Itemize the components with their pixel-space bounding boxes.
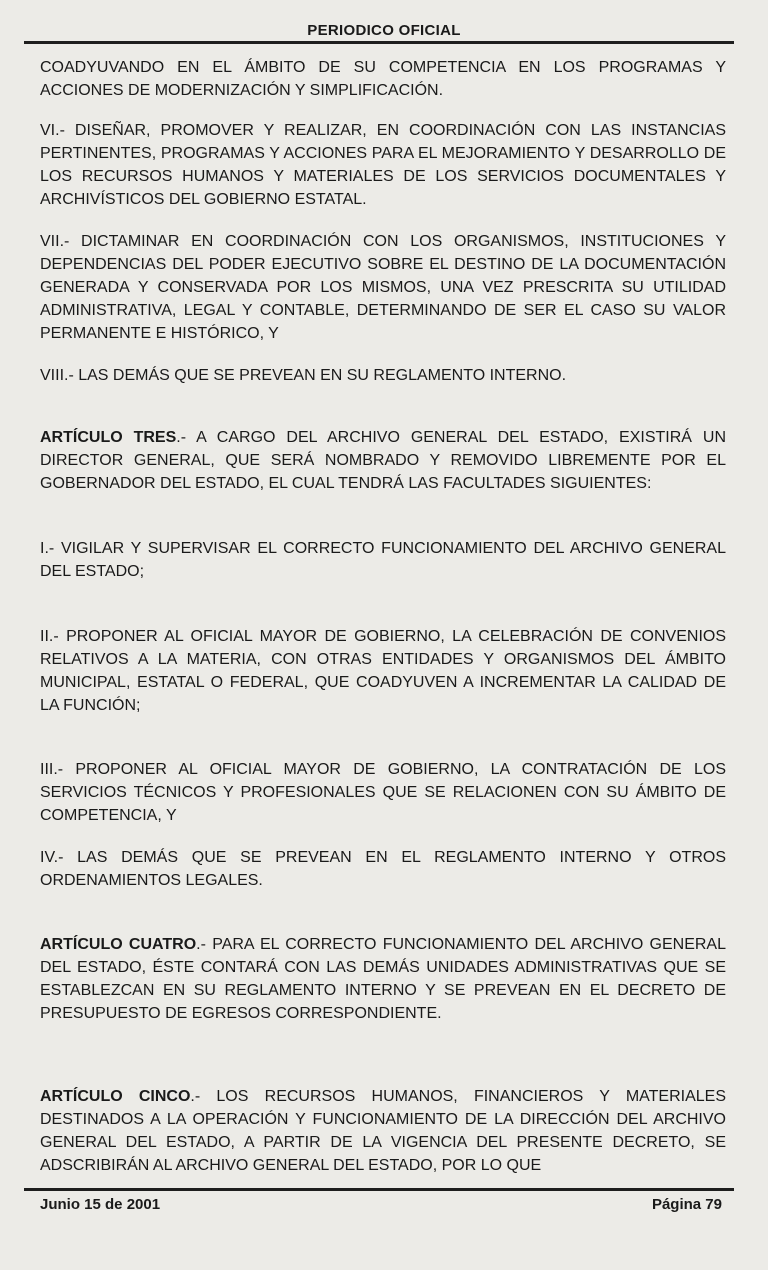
paragraph-lead: ARTÍCULO CUATRO [40, 936, 197, 953]
paragraph-fraction-viii [40, 364, 726, 387]
paragraph-lead: ARTÍCULO TRES [40, 429, 177, 446]
paragraph-text: VIII.- LAS DEMÁS QUE SE PREVEAN EN SU REGLAMENTO INTERNO. [40, 367, 567, 384]
paragraph-fraction-iii [40, 758, 726, 827]
paragraph-text: .- PARA EL CORRECTO FUNCIONAMIENTO DEL ARCHIVO GENERAL DEL ESTADO, ÉSTE CONTARÁ CON LAS DEMÁS UNIDADES ADMINISTRATIVAS QUE SE ESTABLEZCAN EN SU REGLAMENTO INTERNO Y SE PREVEAN EN EL DECRETO DE PRESUPUESTO DE EGRESOS CORRESPONDIENTE. [40, 936, 726, 1022]
paragraph-text: IV.- LAS DEMÁS QUE SE PREVEAN EN EL REGLAMENTO INTERNO Y OTROS ORDENAMIENTOS LEGALES. [40, 849, 726, 889]
paragraph-text: II.- PROPONER AL OFICIAL MAYOR DE GOBIERNO, LA CELEBRACIÓN DE CONVENIOS RELATIVOS A LA MATERIA, CON OTRAS ENTIDADES Y ORGANISMOS DEL ÁMBITO MUNICIPAL, ESTATAL O FEDERAL, QUE COADYUVEN A INCREMENTAR LA CALIDAD DE LA FUNCIÓN; [40, 628, 726, 714]
paragraph-articulo-tres [40, 426, 726, 495]
paragraph-text: COADYUVANDO EN EL ÁMBITO DE SU COMPETENCIA EN LOS PROGRAMAS Y ACCIONES DE MODERNIZACIÓN Y SIMPLIFICACIÓN. [40, 59, 726, 99]
paragraph-fraction-ii [40, 625, 726, 717]
paragraph-fraction-vii [40, 230, 726, 345]
paragraph-lead: ARTÍCULO CINCO [40, 1088, 191, 1105]
paragraph-text: VII.- DICTAMINAR EN COORDINACIÓN CON LOS ORGANISMOS, INSTITUCIONES Y DEPENDENCIAS DEL PODER EJECUTIVO SOBRE EL DESTINO DE LA DOCUMENTACIÓN GENERADA Y CONSERVADA POR LOS MISMOS, UNA VEZ PRESCRITA SU UTILIDAD ADMINISTRATIVA, LEGAL Y CONTABLE, DETERMINANDO DE SER EL CASO SU VALOR PERMANENTE E HISTÓRICO, Y [40, 233, 726, 342]
paragraph-articulo-cinco [40, 1085, 726, 1177]
paragraph-fraction-i [40, 537, 726, 583]
paragraph-articulo-cuatro [40, 933, 726, 1025]
paragraph-continuation [40, 56, 726, 102]
paragraph-text: .- A CARGO DEL ARCHIVO GENERAL DEL ESTADO, EXISTIRÁ UN DIRECTOR GENERAL, QUE SERÁ NOMBRADO Y REMOVIDO LIBREMENTE POR EL GOBERNADOR DEL ESTADO, EL CUAL TENDRÁ LAS FACULTADES SIGUIENTES: [40, 429, 726, 492]
footer-date: Junio 15 de 2001 [40, 1196, 161, 1213]
paragraph-fraction-iv [40, 846, 726, 892]
paragraph-text: VI.- DISEÑAR, PROMOVER Y REALIZAR, EN COORDINACIÓN CON LAS INSTANCIAS PERTINENTES, PROGRAMAS Y ACCIONES PARA EL MEJORAMIENTO Y DESARROLLO DE LOS RECURSOS HUMANOS Y MATERIALES DE LOS SERVICIOS DOCUMENTALES Y ARCHIVÍSTICOS DEL GOBIERNO ESTATAL. [40, 122, 726, 208]
paragraph-text: .- LOS RECURSOS HUMANOS, FINANCIEROS Y MATERIALES DESTINADOS A LA OPERACIÓN Y FUNCIONAMIENTO DE LA DIRECCIÓN DEL ARCHIVO GENERAL DEL ESTADO, A PARTIR DE LA VIGENCIA DEL PRESENTE DECRETO, SE ADSCRIBIRÁN AL ARCHIVO GENERAL DEL ESTADO, POR LO QUE [40, 1088, 726, 1174]
footer-page-number: Página 79 [651, 1196, 722, 1213]
paragraph-fraction-vi [40, 119, 726, 211]
paragraph-text: I.- VIGILAR Y SUPERVISAR EL CORRECTO FUNCIONAMIENTO DEL ARCHIVO GENERAL DEL ESTADO; [40, 540, 726, 580]
paragraph-text: III.- PROPONER AL OFICIAL MAYOR DE GOBIERNO, LA CONTRATACIÓN DE LOS SERVICIOS TÉCNICOS Y PROFESIONALES QUE SE RELACIONEN CON SU ÁMBITO DE COMPETENCIA, Y [40, 761, 726, 824]
footer-rule [24, 1188, 734, 1191]
page-header-title: PERIODICO OFICIAL [307, 22, 461, 39]
header-rule [24, 41, 734, 44]
